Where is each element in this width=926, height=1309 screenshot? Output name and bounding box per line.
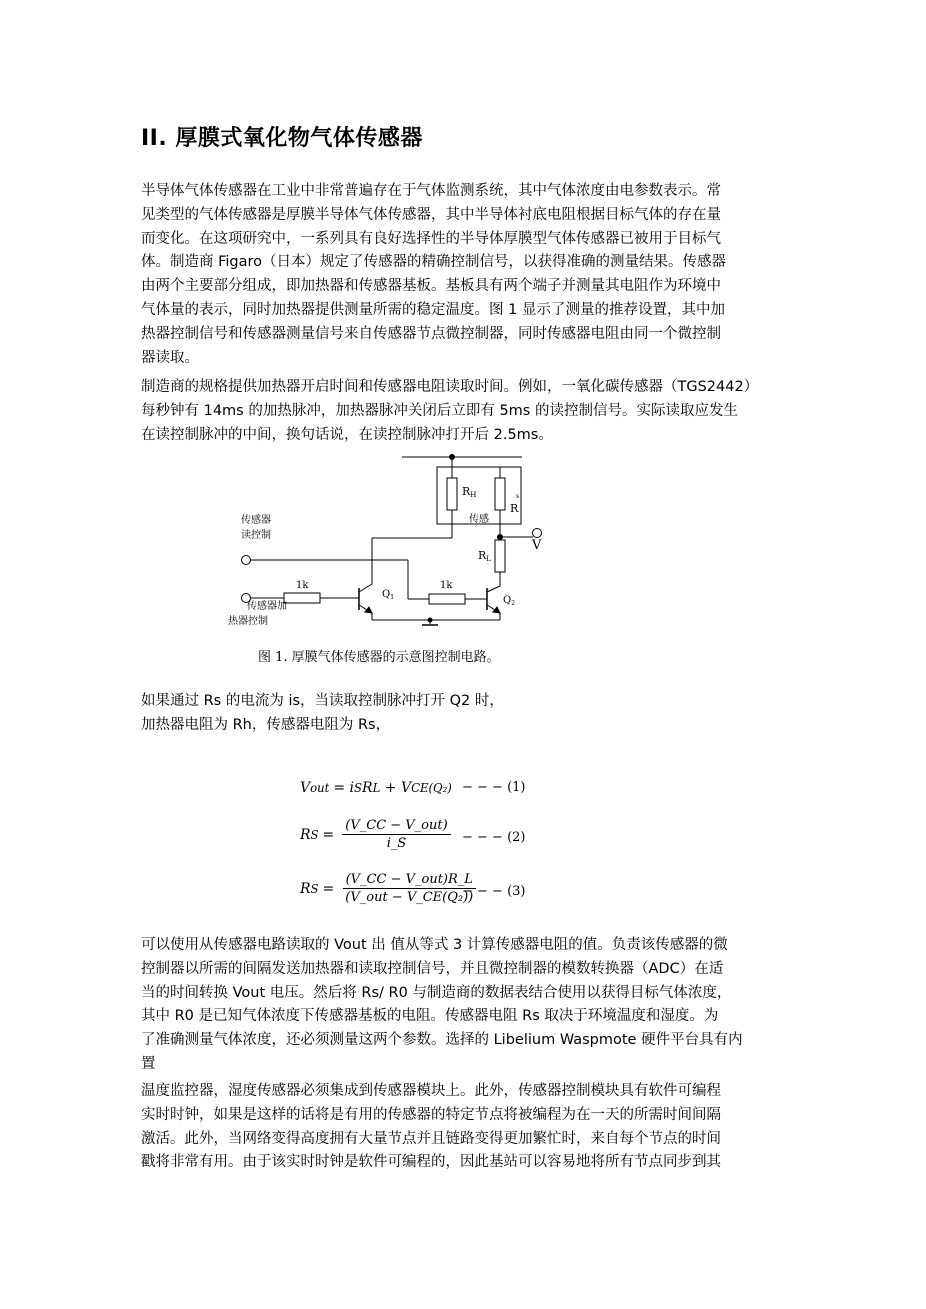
equation-3-fraction — [342, 872, 476, 905]
text-line: 可以使用从传感器电路读取的 Vout 出 值从等式 3 计算传感器电阻的值。负责该传感器的微 — [141, 937, 728, 953]
label-v: V — [532, 538, 542, 553]
text-line: 如果通过 Rs 的电流为 is，当读取控制脉冲打开 Q2 时， — [141, 693, 504, 709]
terminal-read-control — [242, 556, 251, 565]
label-1k-left: 1k — [296, 580, 309, 591]
label-read-control-2: 读控制 — [241, 530, 271, 541]
eq-subscript: S — [310, 827, 319, 842]
label-read-control-1: 传感器 — [241, 515, 271, 526]
text-line: 当的时间转换 Vout 电压。然后将 Rs/ R0 与制造商的数据表结合使用以获得目标气体浓度， — [141, 984, 732, 1001]
text-line: 每秒钟有 14ms 的加热脉冲，加热器脉冲关闭后立即有 5ms 的读控制信号。实际读取应发生 — [141, 402, 738, 419]
text-line: 气体量的表示，同时加热器提供测量所需的稳定温度。图 1 显示了测量的推荐设置，其中加 — [141, 301, 725, 318]
eq-symbol: = i — [333, 780, 355, 796]
label-1k-right: 1k — [440, 580, 453, 591]
equation-2 — [300, 818, 526, 851]
eq-denominator: (V_out − V_CE(Q₂)) — [345, 890, 474, 905]
text-line: 见类型的气体传感器是厚膜半导体气体传感器，其中半导体衬底电阻根据目标气体的存在量 — [141, 206, 721, 223]
resistor-rh — [447, 478, 457, 510]
resistor-rl — [495, 540, 505, 572]
paragraph-rtc — [141, 1080, 791, 1175]
text-line: 由两个主要部分组成，即加热器和传感器基板。基板具有两个端子并测量其电阻作为环境中 — [141, 278, 721, 295]
label-rl: RL — [478, 549, 491, 563]
eq-symbol: V — [300, 780, 311, 796]
text-line: 热器控制信号和传感器测量信号来自传感器节点微控制器，同时传感器电阻由同一个微控制 — [141, 325, 721, 342]
equation-1-tag: − − − (1) — [462, 780, 526, 795]
eq-subscript: out — [310, 781, 330, 795]
resistor-rs — [495, 478, 505, 510]
eq-symbol: R — [300, 826, 311, 843]
eq-symbol: R — [362, 780, 373, 796]
eq-numerator: (V_CC − V_out) — [342, 818, 450, 835]
text-line: 器读取。 — [141, 349, 199, 366]
text-line: 温度监控器，湿度传感器必须集成到传感器模块上。此外，传感器控制模块具有软件可编程 — [141, 1083, 721, 1099]
label-sensor: 传感 — [469, 514, 489, 525]
circuit-diagram — [222, 448, 562, 633]
text-line: 制造商的规格提供加热器开启时间和传感器电阻读取时间。例如，一氧化碳传感器（TGS2442） — [141, 379, 759, 395]
text-line: 实时时钟，如果是这样的话将是有用的传感器的特定节点将被编程为在一天的所需时间间隔 — [141, 1106, 721, 1123]
resistor-1k-right — [429, 594, 465, 604]
paragraph-timing — [141, 376, 791, 447]
eq-symbol: + V — [380, 780, 412, 796]
paragraph-current — [141, 690, 791, 738]
equation-3-tag: − − − (3) — [462, 884, 526, 899]
paragraph-calculation — [141, 934, 791, 1077]
text-line: 戳将非常有用。由于该实时时钟是软件可编程的，因此基站可以容易地将所有节点同步到其 — [141, 1154, 721, 1171]
equation-1 — [300, 780, 526, 796]
eq-subscript: L — [372, 781, 381, 795]
eq-denominator: i_S — [386, 836, 407, 851]
label-heater-control-1: 传感器加 — [247, 601, 287, 612]
terminal-vout — [533, 529, 542, 538]
text-line: 置 — [141, 1055, 156, 1072]
circuit-figure — [222, 448, 562, 633]
transistor-q1-collector — [359, 584, 372, 592]
eq-symbol: R — [300, 880, 311, 897]
text-line: 激活。此外，当网络变得高度拥有大量节点并且链路变得更加繁忙时，来自每个节点的时间 — [141, 1130, 721, 1147]
figure-caption: 图 1. 厚膜气体传感器的示意图控制电路。 — [258, 650, 500, 665]
text-line: 了准确测量气体浓度，还必须测量这两个参数。选择的 Libelium Waspmote 硬件平台具有内 — [141, 1032, 743, 1049]
transistor-q1-arrow — [365, 607, 372, 613]
label-rs-sup: s — [516, 493, 520, 500]
resistor-1k-left — [284, 593, 320, 603]
text-line: 加热器电阻为 Rh，传感器电阻为 Rs， — [141, 716, 391, 733]
eq-numerator: (V_CC − V_out)R_L — [343, 872, 476, 889]
text-line: 半导体气体传感器在工业中非常普遍存在于气体监测系统，其中气体浓度由电参数表示。常 — [141, 183, 721, 199]
eq-equals: = — [322, 826, 335, 843]
label-rh: RH — [462, 485, 477, 499]
transistor-q2-arrow — [493, 607, 500, 613]
eq-subscript: CE(Q₂) — [411, 781, 452, 795]
transistor-q2-collector — [487, 586, 500, 592]
equations-block — [300, 770, 560, 920]
eq-equals: = — [322, 880, 335, 897]
label-q1: $Q_1$ — [382, 589, 395, 601]
text-line: 其中 R0 是已知气体浓度下传感器基板的电阻。传感器电阻 Rs 取决于环境温度和湿度。为 — [141, 1008, 719, 1025]
text-line: 体。制造商 Figaro（日本）规定了传感器的精确控制信号，以获得准确的测量结果。传感器 — [141, 254, 727, 271]
section-heading: II. 厚膜式氧化物气体传感器 — [141, 126, 423, 151]
text-line: 控制器以所需的间隔发送加热器和读取控制信号，并且微控制器的模数转换器（ADC）在适 — [141, 960, 724, 977]
eq-subscript: S — [354, 781, 363, 795]
equation-3 — [300, 872, 526, 905]
label-q2: $Q_2$ — [503, 595, 516, 607]
equation-2-fraction — [342, 818, 450, 851]
label-heater-control-2: 热器控制 — [228, 616, 268, 627]
eq-subscript: S — [310, 881, 319, 896]
junction-dot — [428, 618, 432, 622]
equation-2-tag: − − − (2) — [462, 830, 526, 845]
label-rs: R — [510, 502, 519, 515]
paragraph-intro — [141, 180, 791, 370]
text-line: 在读控制脉冲的中间，换句话说，在读控制脉冲打开后 2.5ms。 — [141, 426, 553, 443]
text-line: 而变化。在这项研究中，一系列具有良好选择性的半导体厚膜型气体传感器已被用于目标气 — [141, 230, 721, 247]
